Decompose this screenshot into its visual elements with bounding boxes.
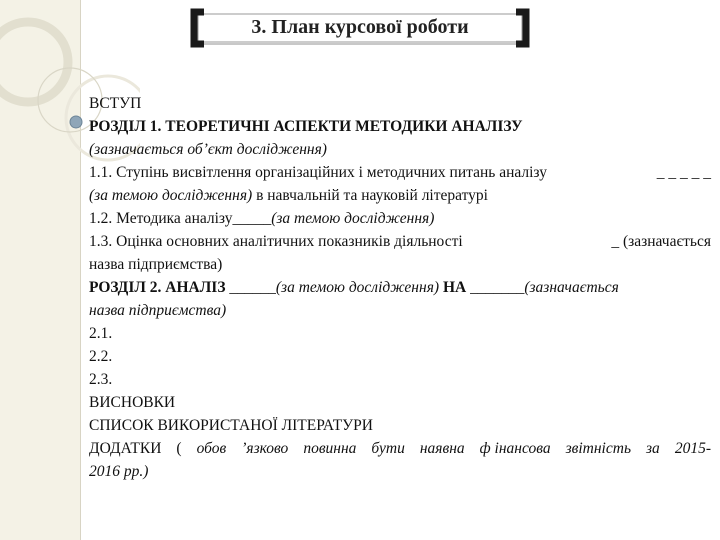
- intro-line: ВСТУП: [89, 95, 142, 112]
- references-line: СПИСОК ВИКОРИСТАНОЇ ЛІТЕРАТУРИ: [89, 417, 373, 434]
- item-2-3: 2.3.: [89, 371, 113, 388]
- appendix-note-end: 2016 рр.): [89, 463, 149, 480]
- title-banner: [190, 8, 530, 48]
- section2-note2: (зазначається: [524, 279, 619, 296]
- section2-note-continuation: назва підприємства): [89, 302, 227, 319]
- item-1-1-text: 1.1. Ступінь висвітлення організаційних і методичних питань аналізу: [89, 164, 547, 181]
- appendix-line: [89, 437, 711, 460]
- item-1-2: [89, 207, 711, 230]
- section1-title: РОЗДІЛ 1. ТЕОРЕТИЧНІ АСПЕКТИ МЕТОДИКИ АНАЛІЗУ: [89, 118, 523, 135]
- section2-blank2: _______: [470, 279, 525, 296]
- item-1-3-text: 1.3. Оцінка основних аналітичних показників діяльності: [89, 233, 463, 250]
- appendix-word: ф інансова: [479, 440, 551, 457]
- appendix-word: бути: [371, 440, 405, 457]
- section1-note: (зазначається об’єкт дослідження): [89, 141, 327, 158]
- appendix-word: ’язково: [241, 440, 289, 457]
- course-plan-content: [89, 92, 711, 483]
- appendix-word: 2015-: [674, 440, 711, 457]
- conclusions-line: ВИСНОВКИ: [89, 394, 176, 411]
- item-1-3-blank: _: [611, 233, 620, 250]
- item-1-2-blank: _____: [232, 210, 272, 227]
- appendix-label: ДОДАТКИ: [89, 440, 162, 457]
- appendix-word: за: [646, 440, 660, 457]
- item-1-3: [89, 230, 711, 253]
- item-1-3-continuation: назва підприємства): [89, 256, 223, 273]
- item-1-2-note: (за темою дослідження): [271, 210, 435, 227]
- appendix-word: наявна: [419, 440, 465, 457]
- item-1-1-blank: _ _ _ _ _: [656, 164, 711, 181]
- item-1-3-right: [611, 230, 711, 253]
- item-1-1-note: (за темою дослідження): [89, 187, 253, 204]
- item-1-3-note: (зазначається: [622, 233, 711, 250]
- appendix-open-paren: (: [176, 440, 182, 457]
- section2-note: (за темою дослідження): [275, 279, 440, 296]
- section2-title: [89, 276, 711, 299]
- item-2-1: 2.1.: [89, 325, 113, 342]
- item-1-2-text: 1.2. Методика аналізу: [89, 210, 233, 227]
- item-1-1-continuation: [89, 184, 711, 207]
- section2-blank1: ______: [229, 279, 276, 296]
- section2-na: НА: [442, 279, 467, 296]
- appendix-word: повинна: [303, 440, 357, 457]
- item-2-2: 2.2.: [89, 348, 113, 365]
- appendix-word: звітність: [565, 440, 631, 457]
- item-1-1-cont: в навчальній та науковій літературі: [252, 187, 488, 204]
- appendix-word: обов: [196, 440, 227, 457]
- section2-label: РОЗДІЛ 2. АНАЛІЗ: [89, 279, 226, 296]
- item-1-1: [89, 161, 711, 184]
- slide-title: 3. План курсової роботи: [251, 16, 469, 38]
